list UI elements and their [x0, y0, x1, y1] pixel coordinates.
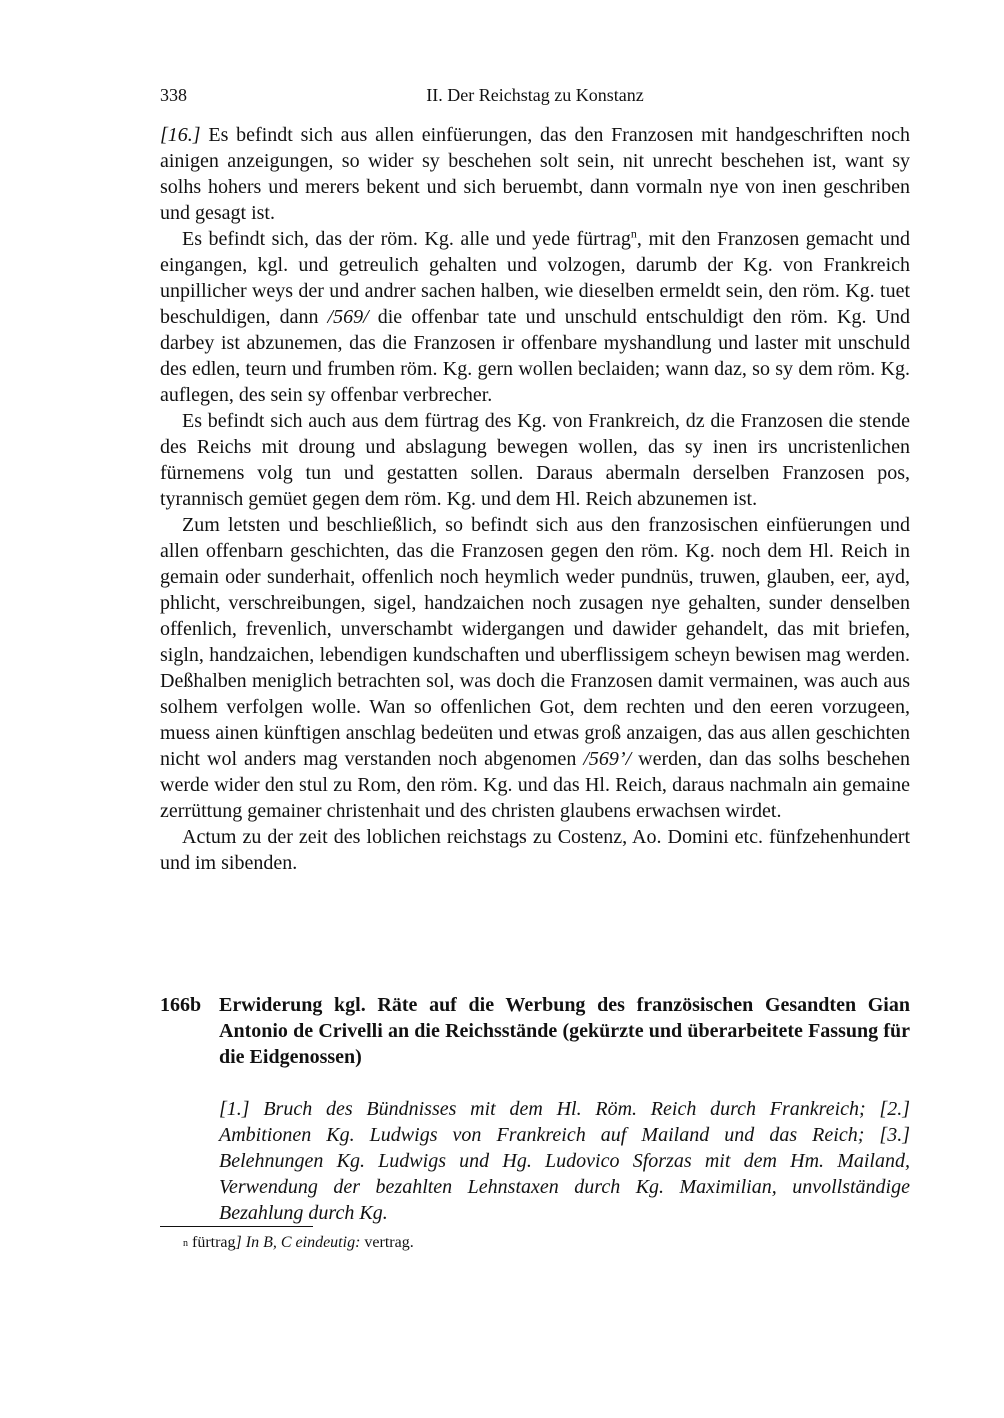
paragraph-text: Es befindt sich aus allen einfüerungen, das den Franzosen mit handgeschriften noch ainigen anzeigungen, so wider sy beschehen solt sein, nit unrecht beschehen ist, want sy solhs hohers und merers bekent und sich beruembt, dann vormaln nye von inen geschriben und gesagt ist.	[160, 124, 910, 224]
footnote-rule	[160, 1226, 313, 1227]
running-header	[160, 82, 910, 108]
paragraph-text: , mit den Franzosen gemacht und eingangen, kgl. und getreulich gehalten und volzogen, darumb der Kg. von Frankreich unpillicher weys der und andrer sachen halben, wie dieselben ermeldt sein, den röm. Kg. tuet beschuldigen, dann	[160, 228, 910, 328]
paragraph-3: Es befindt sich auch aus dem fürtrag des Kg. von Frankreich, dz die Franzosen die stende des Reichs mit droung und abslagung bewegen wollen, das sy inen irs uncristenlichen fürnemens volg tun und gestatten sollen. Daraus abermaln derselben Franzosen pos, tyrannisch gemüet gegen dem röm. Kg. und dem Hl. Reich abzunemen ist.	[160, 410, 910, 510]
running-title: II. Der Reichstag zu Konstanz	[426, 85, 644, 105]
document-regest: [1.] Bruch des Bündnisses mit dem Hl. Röm. Reich durch Frankreich; [2.] Ambitionen Kg. Ludwigs von Frankreich auf Mailand und das Reich; [3.] Belehnungen Kg. Ludwigs und Hg. Ludovico Sforzas mit dem Hm. Mailand, Verwendung der bezahlten Lehnstaxen durch Kg. Maximilian, unvollständige Bezahlung durch Kg.	[219, 1098, 910, 1224]
document-heading	[160, 992, 910, 1070]
paragraph-5: Actum zu der zeit des loblichen reichstags zu Costenz, Ao. Domini etc. fünfzehenhundert und im sibenden.	[160, 826, 910, 874]
main-text	[160, 122, 910, 876]
page-number: 338	[160, 85, 187, 105]
footnote-comment: ] In B, C eindeutig:	[235, 1234, 361, 1251]
document-title: Erwiderung kgl. Räte auf die Werbung des französischen Gesandten Gian Antonio de Crivelli an die Reichsstände (gekürzte und überarbeitete Fassung für die Eidgenossen)	[219, 994, 910, 1068]
paragraph-16	[160, 122, 910, 226]
paragraph-text: Zum letsten und beschließlich, so befindt sich aus den franzosischen einfüerungen und allen offenbarn geschichten, das die Franzosen gegen den röm. Kg. noch dem Hl. Reich in gemain oder sunderhait, offenlich noch heymlich weder pundnüs, truwen, glauben, eer, ayd, phlicht, verschreibungen, sigel, handzaichen noch zusagen nye gehalten, sunder denselben offenlich, frevenlich, unverschambt widergangen und dawider gehandelt, das mit briefen, sigln, handzaichen, lebendigen kundschaften und uberflissigem scheyn bewisen mag werden. Deßhalben meniglich betrachten sol, was doch die Franzosen damit vermainen, was auch aus solhem verfolgen wolle. Wan so offenlichen Got, dem rechten und den eeren vorzugeen, muess ainen künftigen anschlag bedeüten und etwas groß anzaigen, das aus allen geschichten nicht wol anders mag verstanden noch abgenomen	[160, 514, 910, 770]
folio-marker: /569/	[327, 306, 369, 328]
footnote-n	[183, 1232, 910, 1254]
footnote-mark: n	[183, 1238, 188, 1249]
paragraph-2	[160, 226, 910, 408]
footnote-reading: vertrag.	[360, 1234, 414, 1251]
paragraph-4	[160, 512, 910, 824]
paragraph-text: die offenbar tate und unschuld entschuldigt den röm. Kg. Und darbey ist abzunemen, das die Franzosen ir offenbare myshandlung und laster mit unschuld des edlen, teurn und frumben röm. Kg. gern wollen beclaiden; wann daz, so sy dem röm. Kg. auflegen, des sein sy offenbar verbrecher.	[160, 306, 910, 406]
paragraph-text: Es befindt sich, das der röm. Kg. alle und yede fürtrag	[182, 228, 631, 250]
footnote-lemma: fürtrag	[192, 1234, 236, 1251]
folio-marker: /569’/	[583, 748, 632, 770]
document-number: 166b	[160, 994, 202, 1016]
paragraph-text: werden, dan das solhs beschehen werde wider den stul zu Rom, den röm. Kg. und das Hl. Reich, daraus nachmaln ain gemaine zerrüttung gemainer christenhait und des christen glaubens erwachsen wirdet.	[160, 748, 910, 822]
section-label: [16.]	[160, 124, 201, 146]
footnote-reference[interactable]: n	[630, 226, 637, 241]
